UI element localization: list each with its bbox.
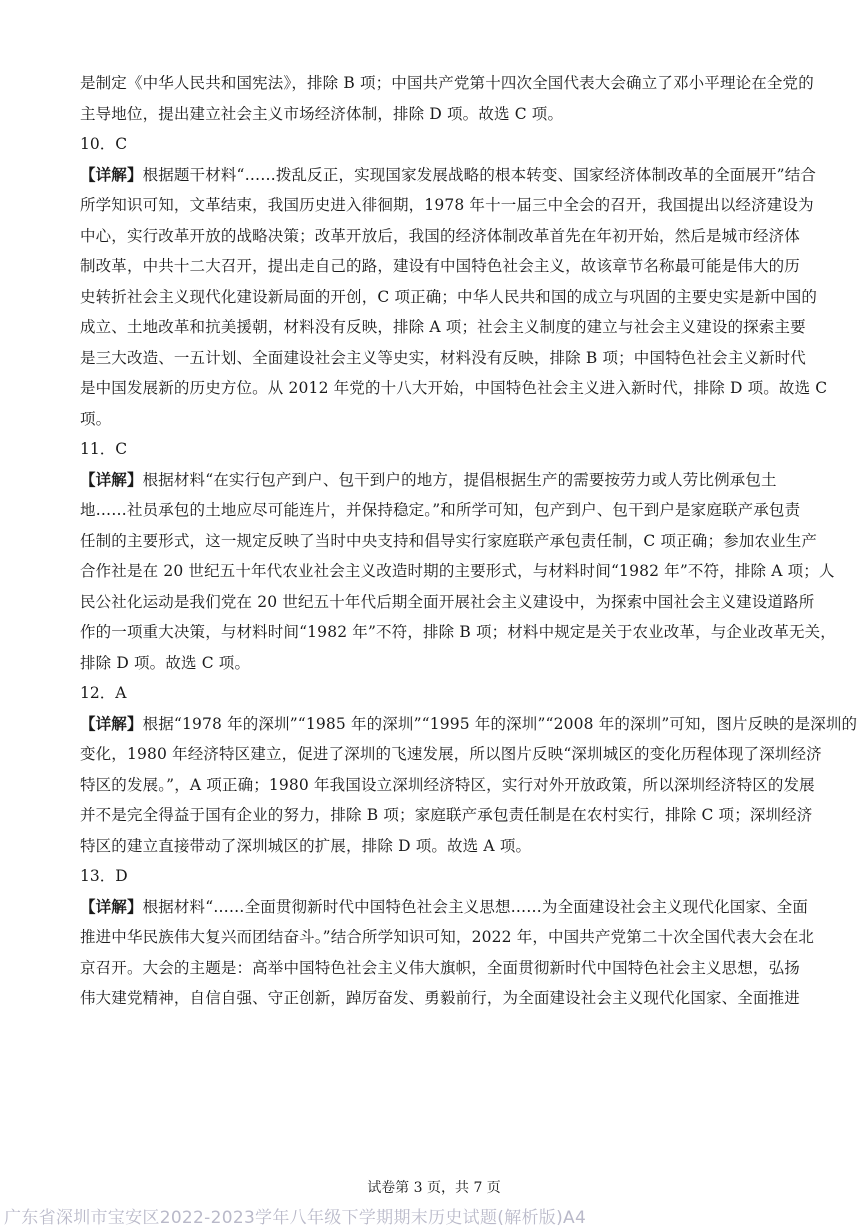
text-line bbox=[80, 892, 808, 923]
text-line: 所学知识可知，文革结束，我国历史进入徘徊期，1978 年十一届三中全会的召开，我国提出以经济建设为 bbox=[80, 196, 814, 214]
question-12-explanation bbox=[80, 709, 858, 862]
explanation-first-line: 根据“1978 年的深圳”“1985 年的深圳”“1995 年的深圳”“2008 年的深圳”可知，图片反映的是深圳的 bbox=[142, 714, 858, 733]
text-line: 史转折社会主义现代化建设新局面的开创，C 项正确；中华人民共和国的成立与巩固的主要史实是新中国的 bbox=[80, 287, 817, 306]
question-11-explanation bbox=[80, 465, 836, 679]
text-line: 民公社化运动是我们党在 20 世纪五十年代后期全面开展社会主义建设中，为探索中国社会主义建设道路所 bbox=[80, 592, 815, 611]
text-line: 任制的主要形式，这一规定反映了当时中央支持和倡导实行家庭联产承包责任制，C 项正确；参加农业生产 bbox=[80, 531, 817, 550]
watermark: 广东省深圳市宝安区2022-2023学年八年级下学期期末历史试题(解析版)A4 bbox=[4, 1208, 587, 1228]
text-line: 中心，实行改革开放的战略决策；改革开放后，我国的经济体制改革首先在年初开始，然后是城市经济体 bbox=[80, 226, 800, 245]
text-line: 项。 bbox=[80, 409, 112, 428]
text-line: 地……社员承包的土地应尽可能连片，并保持稳定。”和所学可知，包产到户、包干到户是家庭联产承包责 bbox=[80, 501, 801, 519]
text-line: 排除 D 项。故选 C 项。 bbox=[80, 653, 251, 672]
text-line bbox=[80, 709, 858, 740]
text-line: 并不是完全得益于国有企业的努力，排除 B 项；家庭联产承包责任制是在农村实行，排除 C 项；深圳经济 bbox=[80, 806, 813, 824]
question-10-explanation bbox=[80, 160, 828, 435]
text-line: 特区的发展。”，A 项正确；1980 年我国设立深圳经济特区，实行对外开放政策，所以深圳经济特区的发展 bbox=[80, 775, 815, 794]
text-line bbox=[80, 465, 792, 496]
page-footer: 试卷第 3 页，共 7 页 bbox=[367, 1180, 501, 1196]
detail-tag: 【详解】 bbox=[80, 469, 143, 489]
text-line: 是制定《中华人民共和国宪法》，排除 B 项；中国共产党第十四次全国代表大会确立了邓小平理论在全党的 bbox=[80, 74, 814, 92]
question-10-answer: 10．C bbox=[80, 135, 128, 153]
text-line: 是中国发展新的历史方位。从 2012 年党的十八大开始，中国特色社会主义进入新时代，排除 D 项。故选 C bbox=[80, 379, 828, 397]
document-body bbox=[80, 68, 858, 1014]
detail-tag: 【详解】 bbox=[80, 713, 143, 733]
text-line: 是三大改造、一五计划、全面建设社会主义等史实，材料没有反映，排除 B 项；中国特色社会主义新时代 bbox=[80, 348, 806, 367]
text-line: 伟大建党精神，自信自强、守正创新，踔厉奋发、勇毅前行，为全面建设社会主义现代化国家、全面推进 bbox=[80, 989, 800, 1007]
text-line bbox=[80, 160, 817, 191]
explanation-first-line: 根据材料“在实行包产到户、包干到户的地方，提倡根据生产的需要按劳力或人劳比例承包土 bbox=[142, 470, 777, 489]
text-line: 京召开。大会的主题是：高举中国特色社会主义伟大旗帜，全面贯彻新时代中国特色社会主义思想，弘扬 bbox=[80, 958, 800, 977]
question-11-answer: 11．C bbox=[80, 440, 128, 458]
text-line: 制改革，中共十二大召开，提出走自己的路，建设有中国特色社会主义，故该章节名称最可能是伟大的历 bbox=[80, 257, 800, 275]
text-line: 作的一项重大决策，与材料时间“1982 年”不符，排除 B 项；材料中规定是关于农业改革，与企业改革无关， bbox=[80, 623, 836, 641]
text-line: 成立、土地改革和抗美援朝，材料没有反映，排除 A 项；社会主义制度的建立与社会主义建设的探索主要 bbox=[80, 318, 806, 336]
text-line: 特区的建立直接带动了深圳城区的扩展，排除 D 项。故选 A 项。 bbox=[80, 836, 532, 855]
question-12-answer: 12．A bbox=[80, 684, 127, 702]
text-line: 合作社是在 20 世纪五十年代农业社会主义改造时期的主要形式，与材料时间“1982 年”不符，排除 A 项；人 bbox=[80, 562, 835, 580]
explanation-first-line: 根据题干材料“……拨乱反正，实现国家发展战略的根本转变、国家经济体制改革的全面展开”结合 bbox=[142, 165, 817, 184]
explanation-first-line: 根据材料“……全面贯彻新时代中国特色社会主义思想……为全面建设社会主义现代化国家、全面 bbox=[142, 897, 808, 916]
detail-tag: 【详解】 bbox=[80, 896, 143, 916]
intro-paragraph bbox=[80, 68, 814, 129]
text-line: 主导地位，提出建立社会主义市场经济体制，排除 D 项。故选 C 项。 bbox=[80, 104, 564, 123]
detail-tag: 【详解】 bbox=[80, 164, 143, 184]
text-line: 推进中华民族伟大复兴而团结奋斗。”结合所学知识可知，2022 年，中国共产党第二十次全国代表大会在北 bbox=[80, 928, 815, 946]
question-13-answer: 13．D bbox=[80, 867, 128, 885]
question-13-explanation bbox=[80, 892, 815, 1014]
text-line: 变化，1980 年经济特区建立，促进了深圳的飞速发展，所以图片反映“深圳城区的变化历程体现了深圳经济 bbox=[80, 745, 822, 763]
